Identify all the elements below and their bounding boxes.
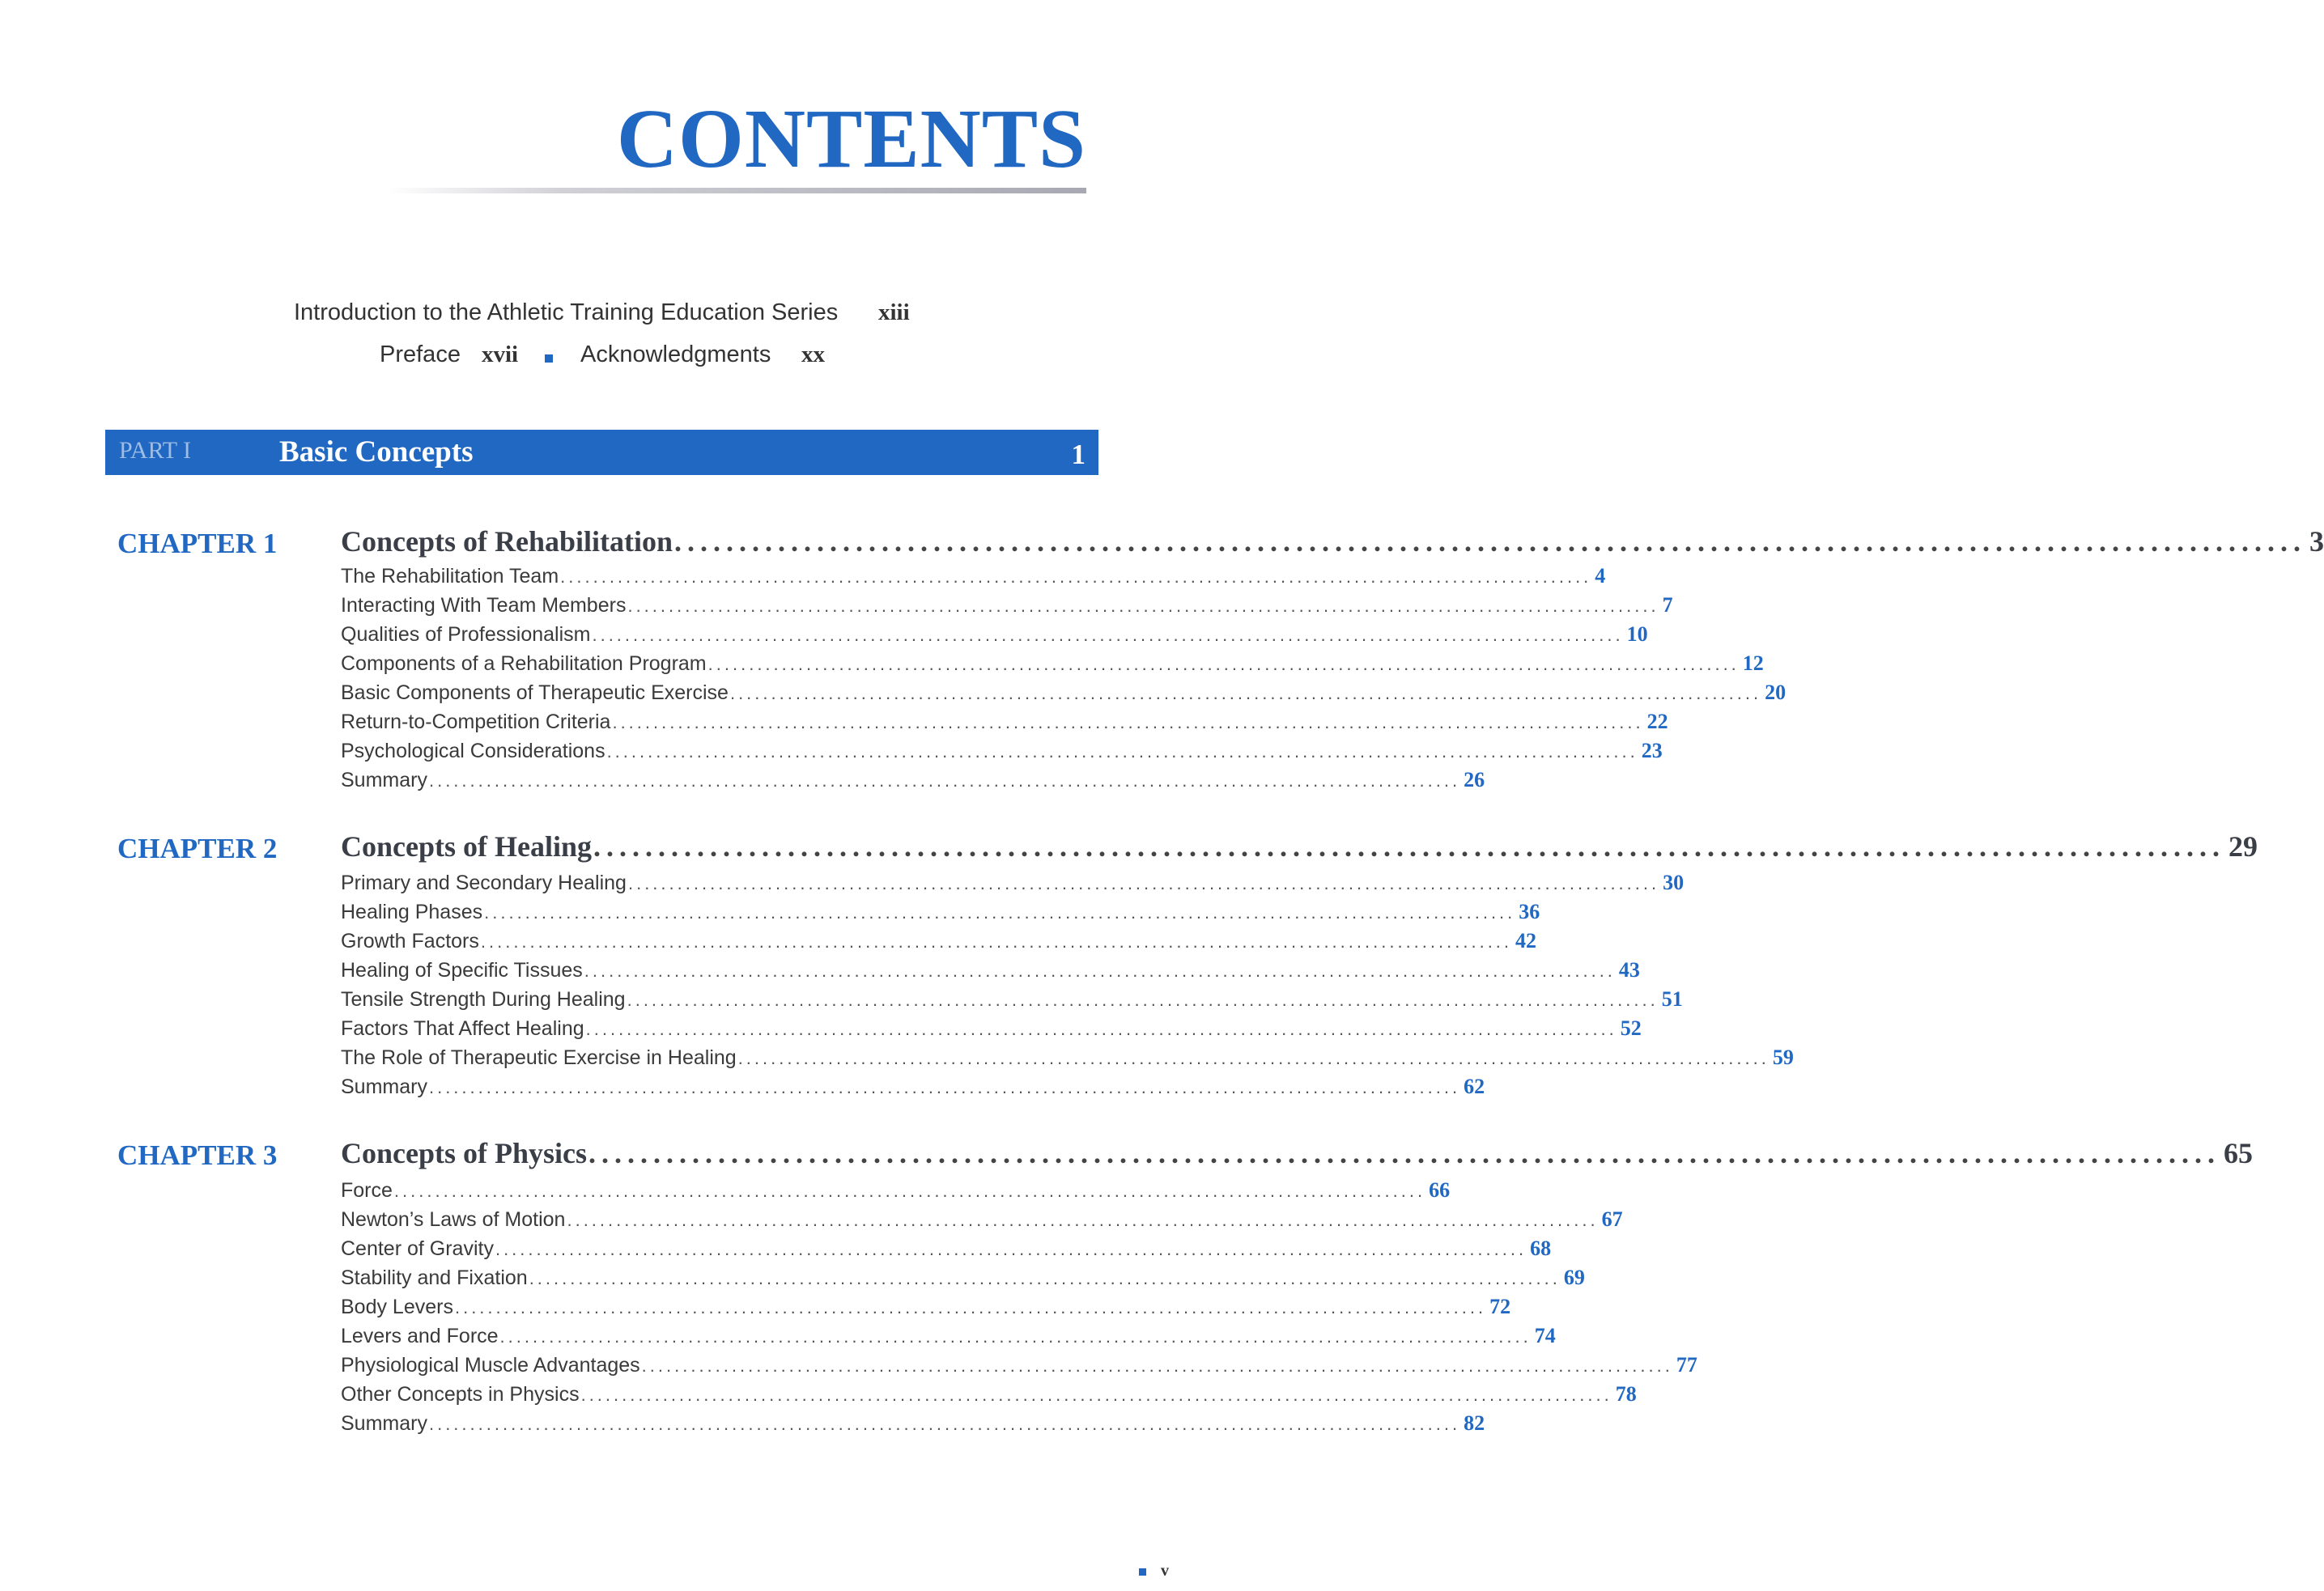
section-row	[341, 1178, 1451, 1206]
part-page: 1	[1071, 439, 1086, 470]
section-row	[341, 1016, 1642, 1044]
section-title: Tensile Strength During Healing	[341, 988, 626, 1011]
section-page: 26	[1464, 768, 1485, 791]
section-title: Summary	[341, 1076, 427, 1098]
section-row	[341, 651, 1764, 679]
section-row	[341, 987, 1683, 1015]
dot-leader: ..............................................................................................................................	[484, 902, 1516, 923]
dot-leader: ..............................................................................................................................	[674, 525, 2307, 558]
dot-leader: ..............................................................................................................................	[737, 1048, 1770, 1068]
section-title: Psychological Considerations	[341, 740, 605, 762]
section-page: 51	[1661, 987, 1683, 1011]
section-page: 36	[1519, 900, 1540, 923]
section-title: Return-to-Competition Criteria	[341, 711, 611, 733]
square-bullet-icon	[1139, 1568, 1146, 1576]
chapter-title-row	[341, 1136, 2253, 1172]
section-page: 78	[1615, 1382, 1637, 1406]
section-page: 22	[1646, 710, 1668, 733]
section-page: 7	[1662, 593, 1673, 617]
intro-page: xiii	[878, 299, 910, 325]
section-title: Healing Phases	[341, 901, 483, 923]
dot-leader: ..............................................................................................................................	[588, 1137, 2220, 1169]
part-label: PART I	[119, 437, 192, 464]
part-title: Basic Concepts	[279, 435, 474, 469]
section-row	[341, 1353, 1697, 1381]
section-page: 67	[1601, 1207, 1623, 1231]
section-row	[341, 958, 1640, 986]
chapter-title: Concepts of Physics	[341, 1137, 587, 1169]
folio-number: v	[1161, 1562, 1169, 1580]
dot-leader: ..............................................................................................................................	[428, 770, 1461, 791]
dot-leader: ..............................................................................................................................	[627, 873, 1660, 893]
section-row	[341, 1411, 1485, 1439]
section-row	[341, 871, 1685, 898]
section-title: Force	[341, 1179, 393, 1202]
dot-leader: ..............................................................................................................................	[707, 654, 1740, 674]
preface-title: Preface	[380, 342, 461, 367]
chapter-label: CHAPTER 1	[117, 528, 278, 559]
section-title: Stability and Fixation	[341, 1266, 528, 1289]
section-row	[341, 1266, 1585, 1293]
section-row	[341, 681, 1787, 708]
section-row	[341, 1295, 1511, 1322]
section-page: 82	[1464, 1411, 1485, 1435]
chapter-title: Concepts of Healing	[341, 830, 592, 863]
dot-leader: ..............................................................................................................................	[454, 1297, 1487, 1317]
section-page: 72	[1489, 1295, 1511, 1318]
section-row	[341, 710, 1668, 737]
dot-leader: ..............................................................................................................................	[580, 1385, 1612, 1405]
section-page: 66	[1429, 1178, 1451, 1202]
dot-leader: ..............................................................................................................................	[529, 1268, 1561, 1288]
dot-leader: ..............................................................................................................................	[499, 1326, 1532, 1347]
section-row	[341, 1237, 1552, 1264]
chapter-page: 65	[2224, 1137, 2253, 1169]
intro-title: Introduction to the Athletic Training Education Series	[294, 299, 839, 325]
section-title: Components of a Rehabilitation Program	[341, 652, 707, 675]
section-title: Center of Gravity	[341, 1237, 494, 1260]
section-page: 52	[1620, 1016, 1642, 1040]
section-page: 59	[1772, 1046, 1794, 1069]
dot-leader: ..............................................................................................................................	[593, 830, 2225, 863]
section-title: Physiological Muscle Advantages	[341, 1354, 640, 1377]
section-page: 68	[1530, 1237, 1552, 1260]
page-folio	[1139, 1562, 1169, 1580]
section-title: Primary and Secondary Healing	[341, 872, 627, 894]
section-row	[341, 593, 1673, 621]
dot-leader: ..............................................................................................................................	[393, 1181, 1426, 1201]
section-title: Summary	[341, 769, 427, 791]
section-title: Factors That Affect Healing	[341, 1017, 584, 1040]
section-row	[341, 622, 1648, 650]
section-row	[341, 1075, 1485, 1102]
section-title: Other Concepts in Physics	[341, 1383, 580, 1406]
acknowledgments-title: Acknowledgments	[580, 342, 771, 367]
dot-leader: ..............................................................................................................................	[592, 625, 1624, 645]
title-rule	[389, 188, 1086, 193]
section-page: 30	[1663, 871, 1685, 894]
dot-leader: ..............................................................................................................................	[641, 1356, 1673, 1376]
section-row	[341, 900, 1540, 927]
section-row	[341, 1207, 1623, 1235]
section-title: Body Levers	[341, 1296, 453, 1318]
section-row	[341, 768, 1485, 796]
chapter-title-row	[341, 524, 2324, 560]
section-page: 20	[1765, 681, 1787, 704]
dot-leader: ..............................................................................................................................	[428, 1414, 1461, 1434]
section-title: Summary	[341, 1412, 427, 1435]
section-page: 42	[1515, 929, 1537, 952]
section-row	[341, 1382, 1637, 1410]
dot-leader: ..............................................................................................................................	[729, 683, 1762, 703]
section-row	[341, 564, 1606, 592]
dot-leader: ..............................................................................................................................	[560, 566, 1592, 587]
section-title: Healing of Specific Tissues	[341, 959, 583, 982]
section-page: 62	[1464, 1075, 1485, 1098]
section-page: 69	[1563, 1266, 1585, 1289]
dot-leader: ..............................................................................................................................	[612, 712, 1644, 732]
section-title: The Rehabilitation Team	[341, 565, 559, 588]
section-page: 23	[1641, 739, 1663, 762]
section-title: The Role of Therapeutic Exercise in Healing	[341, 1046, 737, 1069]
chapter-page: 29	[2228, 830, 2258, 863]
part-banner	[105, 430, 1098, 475]
chapter-page: 3	[2309, 525, 2324, 558]
dot-leader: ..............................................................................................................................	[627, 596, 1659, 616]
section-row	[341, 739, 1663, 766]
section-row	[341, 929, 1537, 957]
section-row	[341, 1046, 1794, 1073]
section-title: Newton’s Laws of Motion	[341, 1208, 566, 1231]
section-title: Interacting With Team Members	[341, 594, 627, 617]
dot-leader: ..............................................................................................................................	[585, 1019, 1617, 1039]
dot-leader: ..............................................................................................................................	[480, 931, 1513, 952]
chapter-label: CHAPTER 3	[117, 1139, 278, 1171]
chapter-title: Concepts of Rehabilitation	[341, 525, 673, 558]
dot-leader: ..............................................................................................................................	[567, 1210, 1599, 1230]
dot-leader: ..............................................................................................................................	[584, 961, 1616, 981]
dot-leader: ..............................................................................................................................	[627, 990, 1659, 1010]
section-page: 43	[1618, 958, 1640, 982]
section-page: 10	[1626, 622, 1648, 646]
chapter-label: CHAPTER 2	[117, 833, 278, 864]
preface-page: xvii	[482, 342, 519, 367]
section-title: Levers and Force	[341, 1325, 499, 1347]
dot-leader: ..............................................................................................................................	[495, 1239, 1527, 1259]
section-page: 12	[1742, 651, 1764, 675]
chapter-title-row	[341, 829, 2258, 865]
section-title: Basic Components of Therapeutic Exercise	[341, 681, 729, 704]
acknowledgments-page: xx	[801, 342, 825, 367]
section-page: 74	[1534, 1324, 1556, 1347]
section-page: 77	[1676, 1353, 1697, 1377]
section-title: Growth Factors	[341, 930, 479, 952]
dot-leader: ..............................................................................................................................	[606, 741, 1638, 762]
section-page: 4	[1595, 564, 1606, 588]
page-title: CONTENTS	[616, 92, 1086, 185]
dot-leader: ..............................................................................................................................	[428, 1077, 1461, 1097]
section-row	[341, 1324, 1556, 1351]
section-title: Qualities of Professionalism	[341, 623, 591, 646]
square-bullet-icon	[545, 354, 553, 363]
